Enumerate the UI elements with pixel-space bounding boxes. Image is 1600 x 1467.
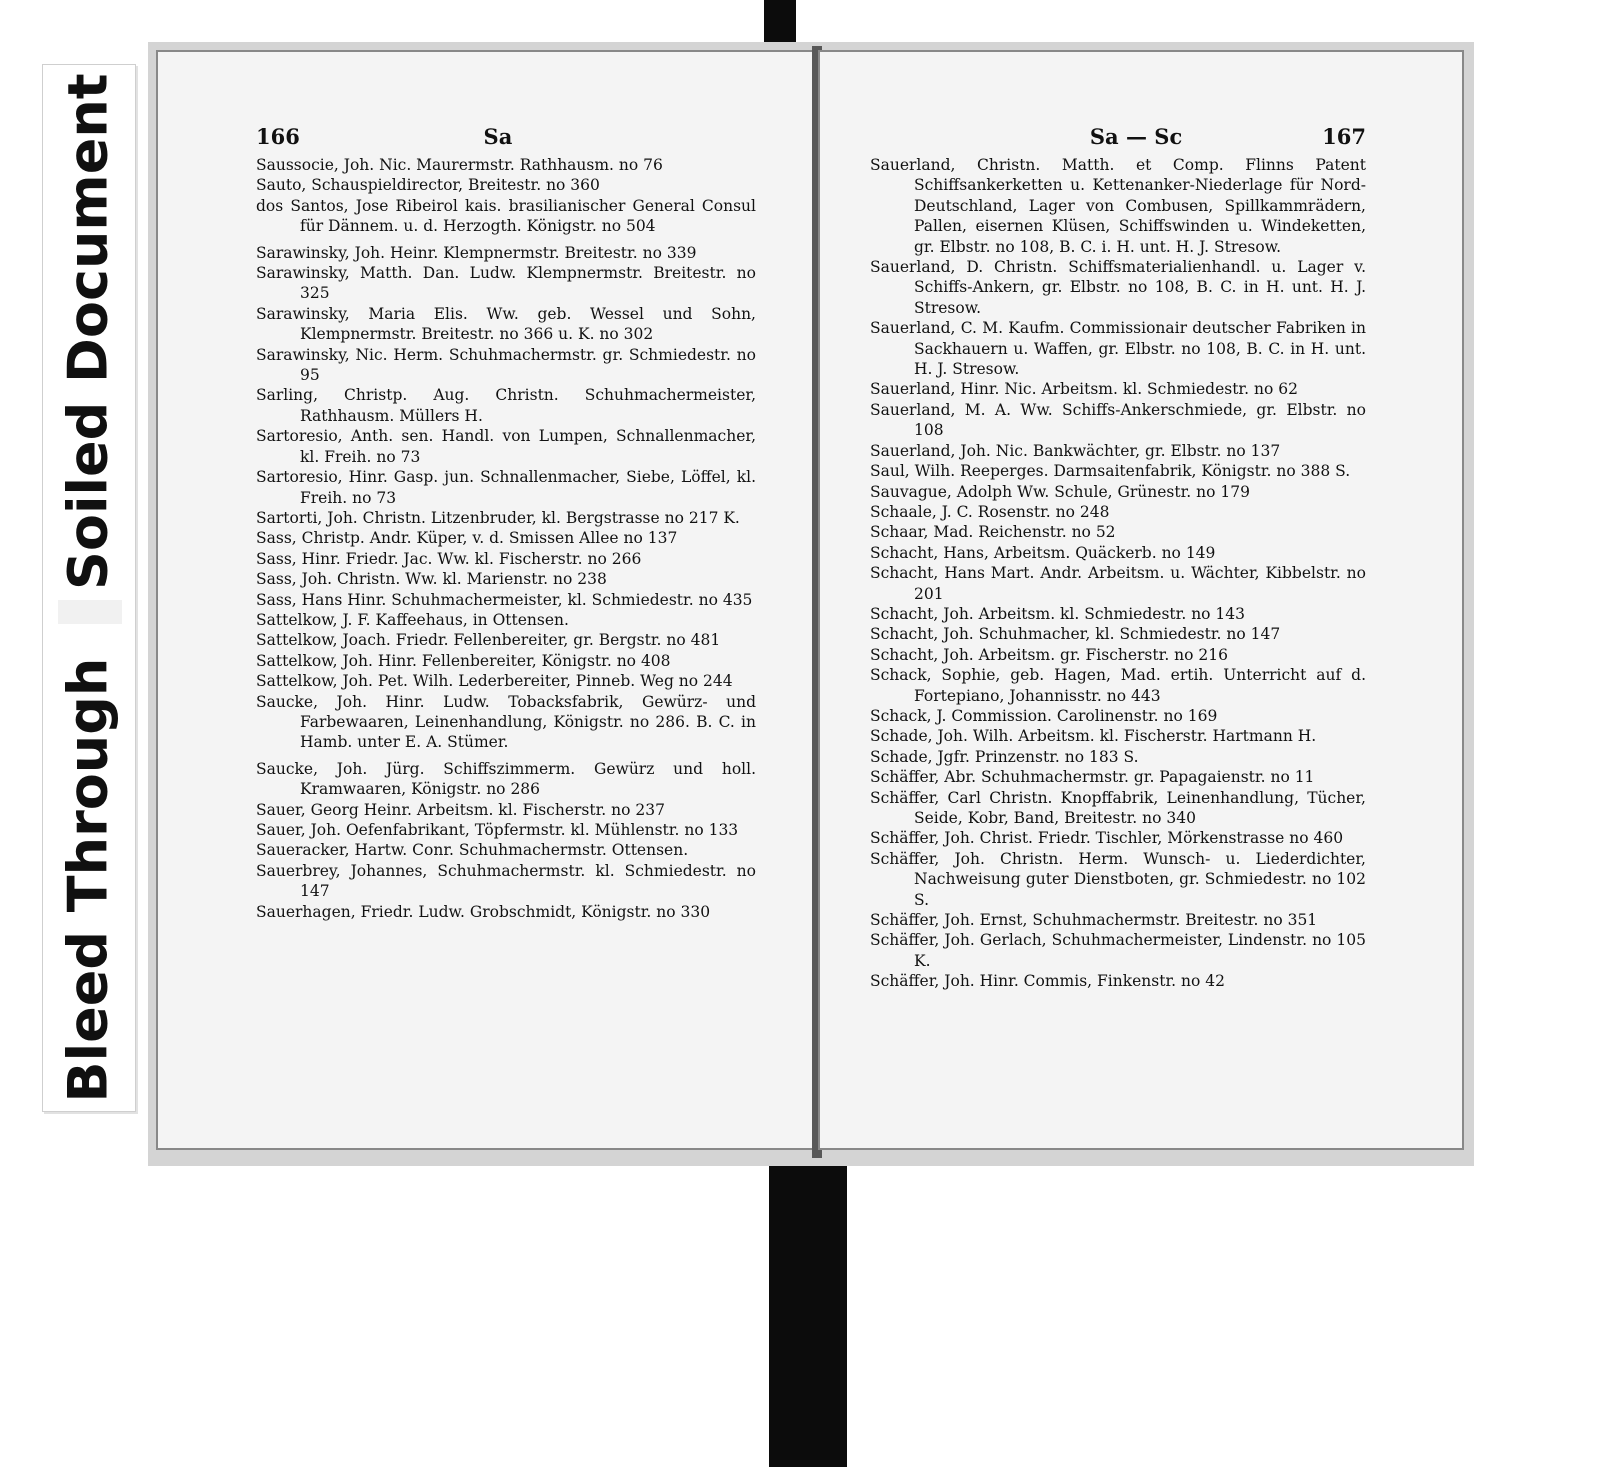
directory-entry: Sartoresio, Anth. sen. Handl. von Lumpen, Schnallenmacher, kl. Freih. no 73 [256, 427, 756, 466]
directory-entry: Sartorti, Joh. Christn. Litzenbruder, kl. Bergstrasse no 217 K. [256, 508, 740, 527]
directory-entry: Sass, Hinr. Friedr. Jac. Ww. kl. Fischerstr. no 266 [256, 549, 642, 568]
directory-entry: Schäffer, Joh. Christ. Friedr. Tischler, Mörkenstrasse no 460 [870, 829, 1344, 848]
left-page-content [256, 124, 756, 922]
directory-entry: Sattelkow, J. F. Kaffeehaus, in Ottensen. [256, 610, 569, 629]
directory-entry: Sauto, Schauspieldirector, Breitestr. no 360 [256, 176, 600, 195]
directory-entry: Schade, Joh. Wilh. Arbeitsm. kl. Fischerstr. Hartmann H. [870, 727, 1317, 746]
directory-entry: Schacht, Hans, Arbeitsm. Quäckerb. no 149 [870, 543, 1216, 562]
directory-entry: Sauerhagen, Friedr. Ludw. Grobschmidt, Königstr. no 330 [256, 902, 711, 921]
directory-entry: Sarawinsky, Maria Elis. Ww. geb. Wessel und Sohn, Klempnermstr. Breitestr. no 366 u. K. no 302 [256, 304, 756, 344]
left-page-heading: Sa [483, 124, 513, 149]
directory-entry: Sauerland, Hinr. Nic. Arbeitsm. kl. Schmiedestr. no 62 [870, 380, 1298, 399]
directory-entry: Schack, Sophie, geb. Hagen, Mad. ertih. Unterricht auf d. Fortepiano, Johannisstr. no 443 [870, 666, 1366, 705]
directory-entry: Schäffer, Joh. Hinr. Commis, Finkenstr. no 42 [870, 972, 1225, 991]
directory-entry: Sauer, Joh. Oefenfabrikant, Töpfermstr. kl. Mühlenstr. no 133 [256, 821, 739, 839]
right-page-header [870, 124, 1366, 149]
directory-entry: Schacht, Hans Mart. Andr. Arbeitsm. u. Wächter, Kibbelstr. no 201 [870, 564, 1366, 603]
directory-entry: Sarawinsky, Nic. Herm. Schuhmachermstr. gr. Schmiedestr. no 95 [256, 345, 756, 385]
directory-entry: Schäffer, Joh. Christn. Herm. Wunsch- u. Liederdichter, Nachweisung guter Dienstboten, gr. Schmiedestr. no 102 S. [870, 849, 1366, 909]
left-page-number: 166 [256, 124, 300, 149]
label-line2: Soiled Document [56, 73, 120, 591]
directory-entry: Sass, Christp. Andr. Küper, v. d. Smissen Allee no 137 [256, 529, 678, 548]
directory-entry: Schacht, Joh. Arbeitsm. gr. Fischerstr. no 216 [870, 645, 1229, 664]
directory-entry: Schade, Jgfr. Prinzenstr. no 183 S. [870, 747, 1139, 766]
label-line1: Bleed Through [56, 657, 120, 1103]
directory-entry: dos Santos, Jose Ribeirol kais. brasilianischer General Consul für Dännem. u. d. Herzogth. Königstr. no 504 [256, 196, 756, 236]
right-page-number: 167 [1322, 124, 1366, 149]
document-label [57, 73, 120, 1102]
directory-entry: Sattelkow, Joh. Hinr. Fellenbereiter, Königstr. no 408 [256, 651, 671, 670]
directory-entry: Sauvague, Adolph Ww. Schule, Grünestr. no 179 [870, 482, 1250, 501]
directory-entry: Sauerland, D. Christn. Schiffsmaterialienhandl. u. Lager v. Schiffs-Ankern, gr. Elbstr. no 108, B. C. in H. unt. H. J. Stresow. [870, 258, 1366, 317]
directory-entry: Sauerland, M. A. Ww. Schiffs-Ankerschmiede, gr. Elbstr. no 108 [870, 400, 1366, 440]
directory-entry: Sarawinsky, Matth. Dan. Ludw. Klempnermstr. Breitestr. no 325 [256, 264, 756, 303]
directory-entry: Sauerland, Christn. Matth. et Comp. Flinns Patent Schiffsankerketten u. Kettenanker-Niederlage für Nord-Deutschland, Lager von Combusen, Spillkammrädern, Pallen, eisernen Klüsen, Schiffswinden u. Windeketten, gr. Elbstr. no 108, B. C. i. H. unt. H. J. Stresow. [870, 156, 1366, 256]
directory-entry: Schaale, J. C. Rosenstr. no 248 [870, 502, 1110, 521]
directory-entry: Schacht, Joh. Schuhmacher, kl. Schmiedestr. no 147 [870, 625, 1281, 644]
directory-entry: Saucke, Joh. Jürg. Schiffszimmerm. Gewürz und holl. Kramwaaren, Königstr. no 286 [256, 759, 756, 799]
directory-entry: Sass, Hans Hinr. Schuhmachermeister, kl. Schmiedestr. no 435 [256, 590, 753, 609]
directory-entry: Saul, Wilh. Reeperges. Darmsaitenfabrik, Königstr. no 388 S. [870, 462, 1351, 481]
left-page [156, 50, 816, 1150]
directory-entry: Schäffer, Abr. Schuhmachermstr. gr. Papagaienstr. no 11 [870, 768, 1315, 787]
directory-entry: Sauerland, C. M. Kaufm. Commissionair deutscher Fabriken in Sackhauern u. Waffen, gr. Elbstr. no 108, B. C. in H. unt. H. J. Stresow. [870, 319, 1366, 379]
directory-entry: Saueracker, Hartw. Conr. Schuhmachermstr. Ottensen. [256, 841, 689, 860]
directory-entry: Sass, Joh. Christn. Ww. kl. Marienstr. no 238 [256, 570, 607, 589]
directory-entry: Sattelkow, Joh. Pet. Wilh. Lederbereiter, Pinneb. Weg no 244 [256, 672, 733, 691]
directory-entry: Schäffer, Joh. Gerlach, Schuhmachermeister, Lindenstr. no 105 K. [870, 931, 1366, 970]
directory-entry: Sauerland, Joh. Nic. Bankwächter, gr. Elbstr. no 137 [870, 441, 1281, 460]
directory-entry: Schacht, Joh. Arbeitsm. kl. Schmiedestr. no 143 [870, 604, 1246, 623]
directory-entry: Sarling, Christp. Aug. Christn. Schuhmachermeister, Rathhausm. Müllers H. [256, 386, 756, 425]
directory-entry: Schäffer, Carl Christn. Knopffabrik, Leinenhandlung, Tücher, Seide, Kobr, Band, Breitestr. no 340 [870, 788, 1366, 827]
right-page [818, 50, 1464, 1150]
directory-entry: Sarawinsky, Joh. Heinr. Klempnermstr. Breitestr. no 339 [256, 243, 697, 262]
directory-entry: Sauer, Georg Heinr. Arbeitsm. kl. Fischerstr. no 237 [256, 800, 665, 819]
directory-entry: Sauerbrey, Johannes, Schuhmachermstr. kl. Schmiedestr. no 147 [256, 861, 756, 901]
directory-entry: Schaar, Mad. Reichenstr. no 52 [870, 523, 1116, 542]
spine-bottom [769, 1160, 847, 1467]
right-page-heading: Sa — Sc [1089, 124, 1183, 149]
directory-entry: Schäffer, Joh. Ernst, Schuhmachermstr. Breitestr. no 351 [870, 911, 1318, 930]
directory-entry: Saussocie, Joh. Nic. Maurermstr. Rathhausm. no 76 [256, 156, 663, 174]
left-page-header [256, 124, 756, 149]
directory-entry: Sartoresio, Hinr. Gasp. jun. Schnallenmacher, Siebe, Löffel, kl. Freih. no 73 [256, 468, 756, 507]
directory-entry: Schack, J. Commission. Carolinenstr. no 169 [870, 706, 1218, 725]
right-page-content [870, 124, 1366, 992]
directory-entry: Sattelkow, Joach. Friedr. Fellenbereiter, gr. Bergstr. no 481 [256, 631, 721, 650]
directory-entry: Saucke, Joh. Hinr. Ludw. Tobacksfabrik, Gewürz- und Farbewaaren, Leinenhandlung, Königstr. no 286. B. C. in Hamb. unter E. A. Stümer. [256, 692, 756, 752]
